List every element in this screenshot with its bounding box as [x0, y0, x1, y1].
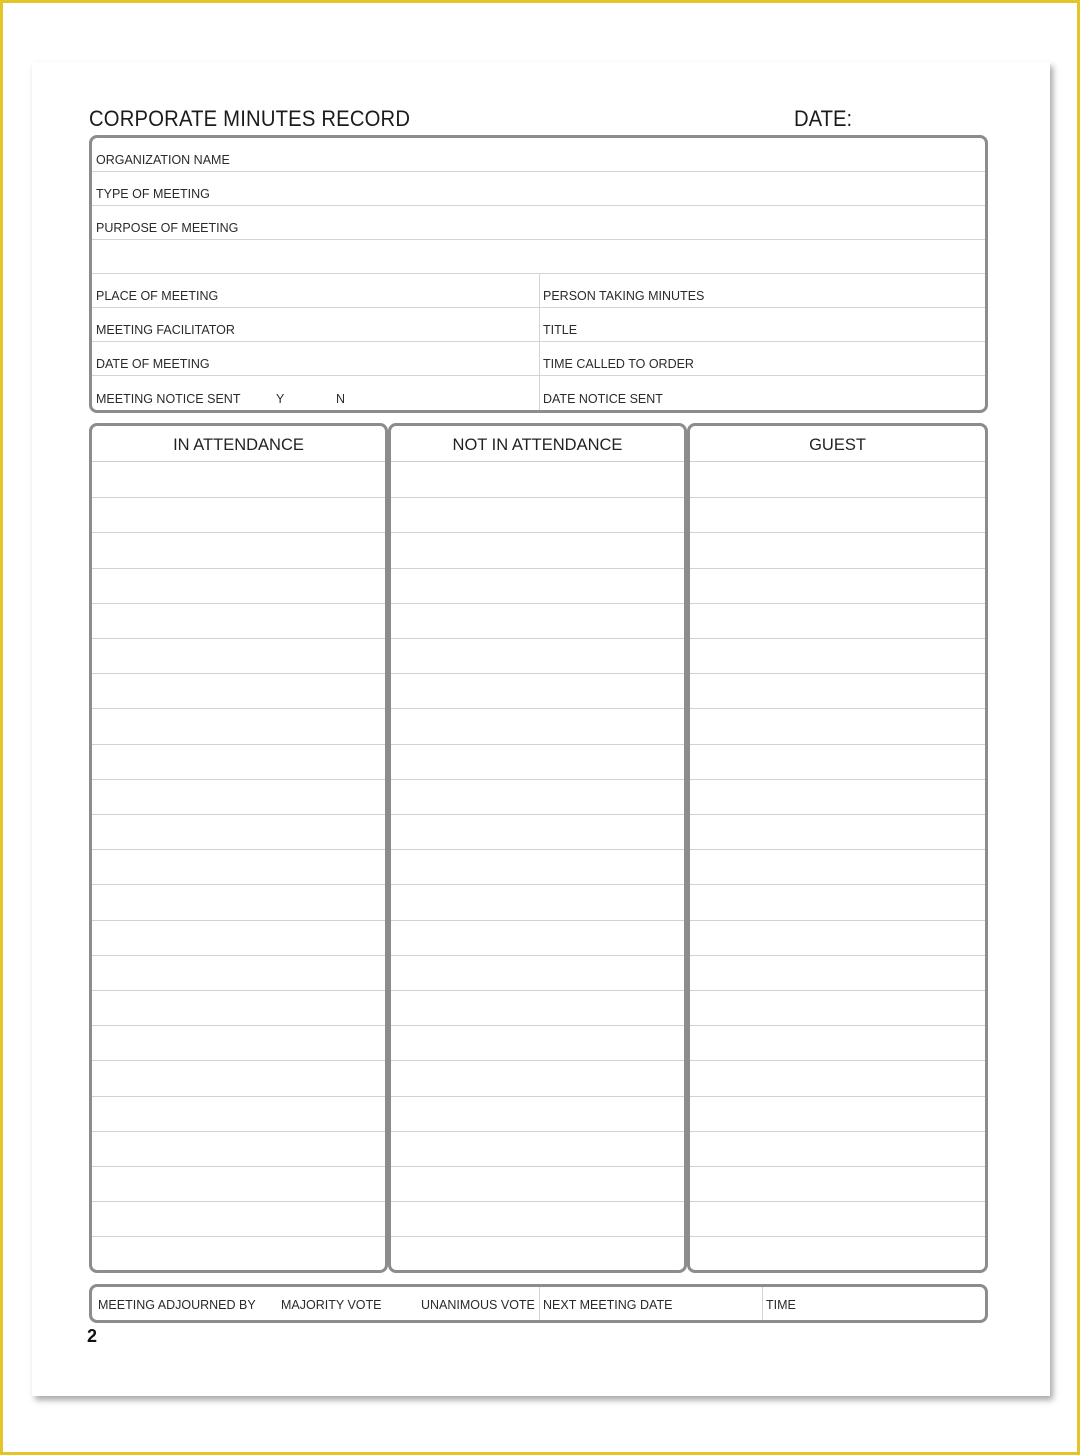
writing-line[interactable]: [391, 532, 684, 533]
writing-line[interactable]: [391, 708, 684, 709]
writing-line[interactable]: [391, 1060, 684, 1061]
time-called-to-order-label: TIME CALLED TO ORDER: [543, 357, 694, 371]
page-number: 2: [87, 1326, 98, 1346]
type-of-meeting-label: TYPE OF MEETING: [96, 187, 210, 201]
writing-line[interactable]: [391, 884, 684, 885]
writing-line[interactable]: [690, 779, 985, 780]
writing-line[interactable]: [391, 673, 684, 674]
writing-line[interactable]: [92, 708, 385, 709]
writing-line[interactable]: [92, 1060, 385, 1061]
place-of-meeting-label: PLACE OF MEETING: [96, 289, 219, 303]
title-label: TITLE: [543, 323, 578, 337]
purpose-of-meeting-label: PURPOSE OF MEETING: [96, 221, 239, 235]
writing-line[interactable]: [92, 638, 385, 639]
writing-line[interactable]: [690, 603, 985, 604]
writing-line[interactable]: [92, 568, 385, 569]
writing-line[interactable]: [690, 1131, 985, 1132]
notice-no-option[interactable]: N: [336, 392, 346, 406]
writing-line[interactable]: [690, 1096, 985, 1097]
writing-line[interactable]: [391, 1025, 684, 1026]
writing-line[interactable]: [92, 849, 385, 850]
writing-line[interactable]: [92, 1166, 385, 1167]
type-of-meeting-row[interactable]: [92, 172, 985, 206]
writing-line[interactable]: [690, 1060, 985, 1061]
writing-line[interactable]: [690, 1166, 985, 1167]
writing-line[interactable]: [92, 955, 385, 956]
writing-line[interactable]: [391, 744, 684, 745]
writing-line[interactable]: [690, 532, 985, 533]
writing-line[interactable]: [690, 1236, 985, 1237]
date-notice-sent-label: DATE NOTICE SENT: [543, 392, 663, 406]
writing-line[interactable]: [690, 990, 985, 991]
writing-line[interactable]: [92, 603, 385, 604]
purpose-continued-row[interactable]: [92, 240, 985, 274]
writing-line[interactable]: [690, 673, 985, 674]
writing-line[interactable]: [92, 1236, 385, 1237]
writing-line[interactable]: [391, 814, 684, 815]
writing-line[interactable]: [690, 744, 985, 745]
meeting-facilitator-label: MEETING FACILITATOR: [96, 323, 235, 337]
writing-line[interactable]: [92, 1201, 385, 1202]
adjournment-box: [89, 1284, 988, 1323]
writing-line[interactable]: [92, 990, 385, 991]
writing-line[interactable]: [391, 1236, 684, 1237]
guest-header: GUEST: [690, 426, 985, 462]
date-of-meeting-label: DATE OF MEETING: [96, 357, 210, 371]
purpose-of-meeting-row[interactable]: [92, 206, 985, 240]
writing-line[interactable]: [92, 744, 385, 745]
organization-name-label: ORGANIZATION NAME: [96, 153, 230, 167]
writing-line[interactable]: [92, 779, 385, 780]
writing-line[interactable]: [391, 497, 684, 498]
notice-yes-option[interactable]: Y: [276, 392, 285, 406]
writing-line[interactable]: [391, 1166, 684, 1167]
writing-line[interactable]: [391, 568, 684, 569]
not-in-attendance-header: NOT IN ATTENDANCE: [391, 426, 684, 462]
unanimous-vote-option[interactable]: UNANIMOUS VOTE: [421, 1298, 535, 1312]
writing-line[interactable]: [92, 1096, 385, 1097]
footer-divider-1: [539, 1287, 540, 1320]
writing-line[interactable]: [391, 990, 684, 991]
writing-line[interactable]: [391, 955, 684, 956]
writing-line[interactable]: [391, 1201, 684, 1202]
date-label: DATE:: [794, 106, 853, 131]
writing-line[interactable]: [690, 1025, 985, 1026]
writing-line[interactable]: [92, 884, 385, 885]
time-label: TIME: [766, 1298, 796, 1312]
not-in-attendance-column: [388, 423, 687, 1273]
writing-line[interactable]: [92, 814, 385, 815]
meeting-info-box: [89, 135, 988, 413]
writing-line[interactable]: [690, 568, 985, 569]
writing-line[interactable]: [391, 849, 684, 850]
writing-line[interactable]: [92, 532, 385, 533]
info-column-divider: [539, 274, 540, 410]
in-attendance-column: [89, 423, 388, 1273]
meeting-notice-sent-label: MEETING NOTICE SENT: [96, 392, 241, 406]
writing-line[interactable]: [690, 814, 985, 815]
person-taking-minutes-label: PERSON TAKING MINUTES: [543, 289, 705, 303]
meeting-adjourned-by-label: MEETING ADJOURNED BY: [98, 1298, 256, 1312]
writing-line[interactable]: [92, 497, 385, 498]
writing-line[interactable]: [391, 603, 684, 604]
next-meeting-date-label: NEXT MEETING DATE: [543, 1298, 673, 1312]
form-title: CORPORATE MINUTES RECORD: [89, 106, 411, 131]
writing-line[interactable]: [690, 955, 985, 956]
writing-line[interactable]: [391, 779, 684, 780]
guest-column: [687, 423, 988, 1273]
writing-line[interactable]: [690, 849, 985, 850]
writing-line[interactable]: [391, 1096, 684, 1097]
in-attendance-header: IN ATTENDANCE: [92, 426, 385, 462]
majority-vote-option[interactable]: MAJORITY VOTE: [281, 1298, 382, 1312]
writing-line[interactable]: [391, 920, 684, 921]
writing-line[interactable]: [690, 638, 985, 639]
writing-line[interactable]: [690, 1201, 985, 1202]
writing-line[interactable]: [92, 1131, 385, 1132]
writing-line[interactable]: [92, 1025, 385, 1026]
writing-line[interactable]: [92, 920, 385, 921]
footer-divider-2: [762, 1287, 763, 1320]
organization-name-row[interactable]: [92, 138, 985, 172]
writing-line[interactable]: [690, 920, 985, 921]
writing-line[interactable]: [690, 884, 985, 885]
writing-line[interactable]: [690, 497, 985, 498]
writing-line[interactable]: [690, 708, 985, 709]
writing-line[interactable]: [391, 1131, 684, 1132]
writing-line[interactable]: [391, 638, 684, 639]
writing-line[interactable]: [92, 673, 385, 674]
